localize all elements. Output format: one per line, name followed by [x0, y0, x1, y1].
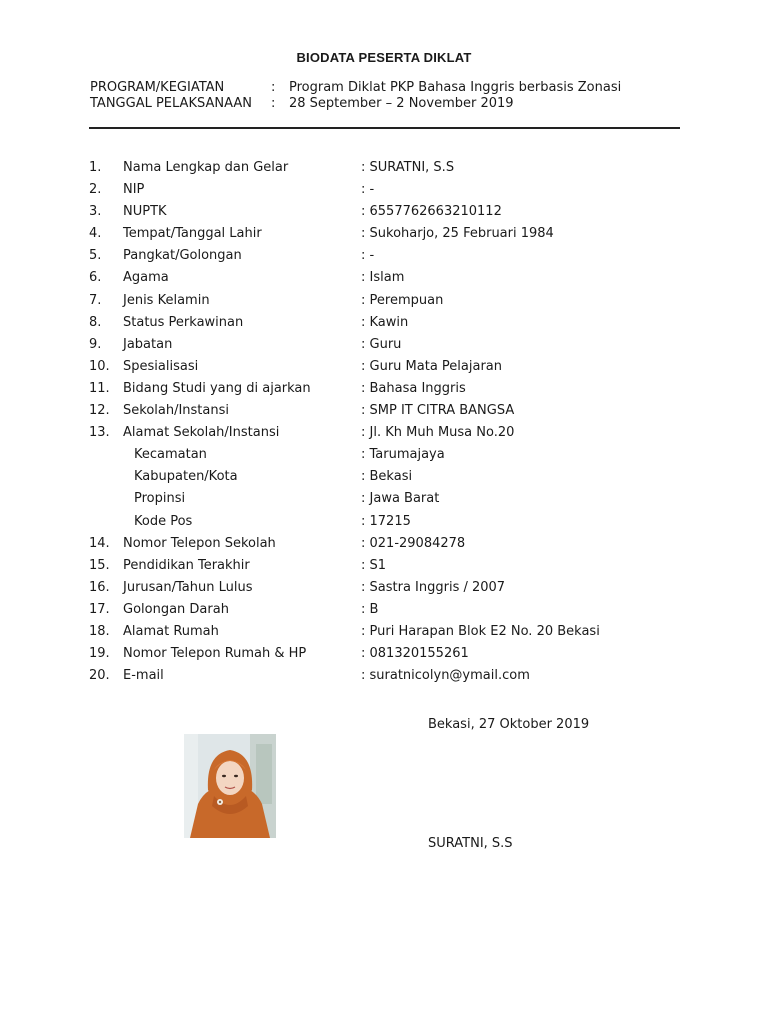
field-number: 2. — [89, 182, 102, 198]
field-row-bidang-studi — [0, 378, 768, 400]
field-row-kecamatan — [0, 444, 768, 466]
field-label: Nomor Telepon Sekolah — [123, 535, 276, 551]
field-label: Pendidikan Terakhir — [123, 557, 250, 573]
field-row-propinsi — [0, 488, 768, 510]
field-number: 10. — [89, 358, 110, 374]
field-value: : S1 — [361, 557, 387, 573]
field-value: : SURATNI, S.S — [361, 160, 455, 175]
field-row-email — [0, 665, 768, 687]
field-row-jabatan — [0, 334, 768, 356]
field-number: 6. — [89, 270, 102, 286]
field-row-alamat-rumah — [0, 621, 768, 643]
field-label: NIP — [123, 182, 145, 198]
field-row-kelamin — [0, 290, 768, 312]
field-row-telepon-rumah — [0, 643, 768, 665]
field-value: : 17215 — [361, 513, 411, 529]
field-label: Propinsi — [134, 491, 186, 507]
field-label: Jabatan — [123, 336, 173, 352]
field-number: 5. — [89, 248, 102, 264]
field-number: 4. — [89, 226, 102, 242]
field-value: : B — [361, 601, 379, 617]
field-number: 11. — [89, 380, 110, 396]
field-number: 19. — [89, 646, 110, 662]
field-number: 14. — [89, 535, 110, 551]
field-number: 16. — [89, 579, 110, 595]
field-row-kabupaten — [0, 466, 768, 488]
field-row-nip — [0, 179, 768, 201]
field-label: Jenis Kelamin — [123, 292, 210, 308]
field-label: Agama — [123, 270, 169, 286]
program-label: PROGRAM/KEGIATAN — [90, 80, 225, 95]
field-row-pangkat — [0, 245, 768, 267]
field-value: : Sastra Inggris / 2007 — [361, 579, 506, 595]
biodata-list — [0, 157, 768, 687]
profile-photo — [184, 734, 276, 838]
field-label: Sekolah/Instansi — [123, 403, 229, 419]
field-label: Jurusan/Tahun Lulus — [123, 579, 253, 595]
field-label: Nama Lengkap dan Gelar — [123, 160, 289, 175]
field-row-agama — [0, 267, 768, 289]
field-number: 9. — [89, 336, 102, 352]
program-value: Program Diklat PKP Bahasa Inggris berbasis Zonasi — [289, 80, 622, 95]
field-row-telepon-sekolah — [0, 533, 768, 555]
field-value: : Guru Mata Pelajaran — [361, 358, 503, 374]
field-row-ttl — [0, 223, 768, 245]
field-label: E-mail — [123, 668, 164, 684]
field-row-sekolah — [0, 400, 768, 422]
field-label: Alamat Sekolah/Instansi — [123, 425, 280, 441]
field-row-golongan-darah — [0, 599, 768, 621]
field-label: Pangkat/Golongan — [123, 248, 242, 264]
field-label: Alamat Rumah — [123, 623, 219, 639]
field-row-jurusan — [0, 577, 768, 599]
signature-name: SURATNI, S.S — [428, 836, 513, 851]
header-divider — [89, 127, 680, 129]
field-label: Spesialisasi — [123, 358, 199, 374]
field-number: 12. — [89, 403, 110, 419]
field-value: : Guru — [361, 336, 402, 352]
field-value: : Kawin — [361, 314, 409, 330]
field-label: Bidang Studi yang di ajarkan — [123, 380, 311, 396]
field-value: : Bahasa Inggris — [361, 380, 466, 396]
field-label: Kode Pos — [134, 513, 193, 529]
field-number: 20. — [89, 668, 110, 684]
field-value: : Puri Harapan Blok E2 No. 20 Bekasi — [361, 623, 600, 639]
field-row-spesialisasi — [0, 356, 768, 378]
field-value: : Perempuan — [361, 292, 444, 308]
field-number: 17. — [89, 601, 110, 617]
field-value: : Jawa Barat — [361, 491, 440, 507]
field-row-pendidikan — [0, 555, 768, 577]
field-value: : suratnicolyn@ymail.com — [361, 668, 530, 684]
field-value: : SMP IT CITRA BANGSA — [361, 403, 515, 419]
field-row-nuptk — [0, 201, 768, 223]
field-number: 15. — [89, 557, 110, 573]
field-value: : Tarumajaya — [361, 447, 445, 463]
field-label: Golongan Darah — [123, 601, 229, 617]
field-value: : - — [361, 182, 375, 198]
field-label: Kecamatan — [134, 447, 207, 463]
field-row-nama — [0, 157, 768, 179]
field-value: : 6557762663210112 — [361, 204, 502, 220]
program-colon: : — [271, 80, 276, 95]
tanggal-value: 28 September – 2 November 2019 — [289, 96, 514, 111]
field-value: : Islam — [361, 270, 405, 286]
field-value: : 081320155261 — [361, 646, 469, 662]
field-row-perkawinan — [0, 312, 768, 334]
tanggal-colon: : — [271, 96, 276, 111]
field-value: : Sukoharjo, 25 Februari 1984 — [361, 226, 554, 242]
field-label: Tempat/Tanggal Lahir — [123, 226, 262, 242]
tanggal-label: TANGGAL PELAKSANAAN — [90, 96, 252, 111]
document-title: BIODATA PESERTA DIKLAT — [296, 50, 472, 65]
field-label: NUPTK — [123, 204, 167, 220]
field-number: 18. — [89, 623, 110, 639]
field-row-alamat-sekolah — [0, 422, 768, 444]
field-number: 8. — [89, 314, 102, 330]
field-row-kode-pos — [0, 511, 768, 533]
field-value: : - — [361, 248, 375, 264]
field-number: 3. — [89, 204, 102, 220]
profile-photo-illustration — [184, 734, 276, 838]
field-number: 7. — [89, 292, 102, 308]
field-value: : Jl. Kh Muh Musa No.20 — [361, 425, 515, 441]
field-label: Status Perkawinan — [123, 314, 244, 330]
field-label: Kabupaten/Kota — [134, 469, 238, 485]
field-value: : 021-29084278 — [361, 535, 466, 551]
field-value: : Bekasi — [361, 469, 413, 485]
signature-place-date: Bekasi, 27 Oktober 2019 — [428, 717, 590, 732]
field-number: 13. — [89, 425, 110, 441]
field-label: Nomor Telepon Rumah & HP — [123, 646, 307, 662]
field-number: 1. — [89, 160, 102, 175]
